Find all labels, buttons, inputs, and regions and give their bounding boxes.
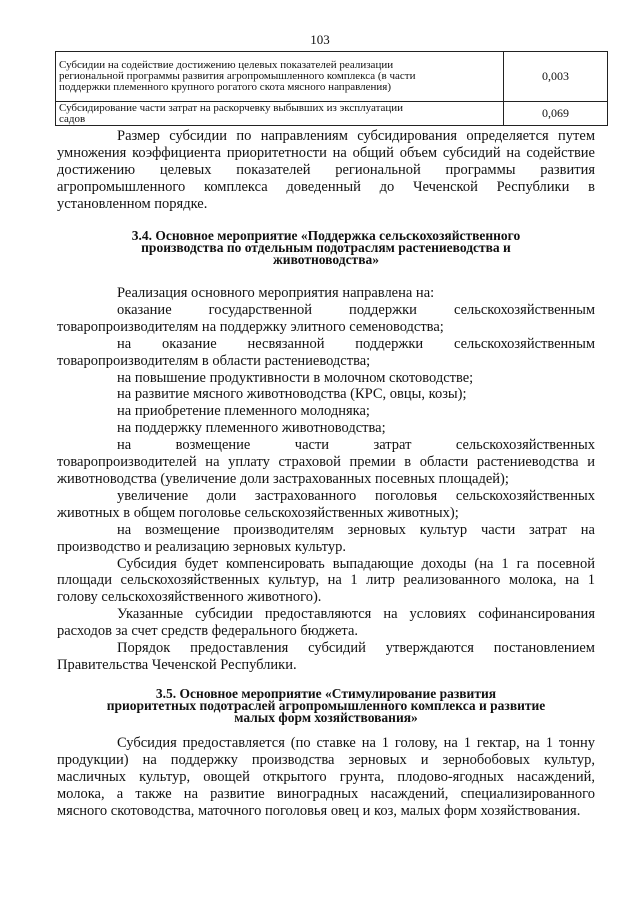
list-item-line: на возмещение производителям зерновых культур части затрат на bbox=[117, 521, 595, 538]
page-number: 103 bbox=[310, 32, 330, 47]
text-line: Реализация основного мероприятия направлена на: bbox=[117, 285, 435, 301]
table-cell-line: региональной программы развития агропромышленного комплекса (в части bbox=[59, 70, 416, 82]
table-row bbox=[56, 102, 608, 126]
text-line: Указанные субсидии предоставляются на условиях софинансирования bbox=[117, 606, 595, 623]
text-line: расходов за счет средств федерального бюджета. bbox=[57, 623, 359, 640]
text-line: Субсидия предоставляется (по ставке на 1 голову, на 1 гектар, на 1 тонну bbox=[117, 735, 595, 751]
paragraph-subsidy-size bbox=[57, 128, 595, 213]
table-cell-value: 0,003 bbox=[504, 52, 608, 102]
text-line: площади сельскохозяйственных культур, на 1 литр реализованного молока, на 1 bbox=[57, 572, 595, 589]
list-item-line: производство и реализацию зерновых культур. bbox=[57, 538, 346, 555]
table-row bbox=[56, 52, 608, 102]
table-cell-line: Субсидии на содействие достижению целевых показателей реализации bbox=[59, 59, 394, 71]
text-line: продукции) на поддержку производства зерновых и зернобобовых культур, bbox=[57, 751, 595, 768]
list-item-line: животноводства (увеличение доли застрахованных посевных площадей); bbox=[57, 470, 509, 487]
table-cell-description bbox=[56, 102, 504, 126]
list-item-line: увеличение доли застрахованного поголовья сельскохозяйственных bbox=[117, 487, 595, 504]
list-item-line: товаропроизводителям на поддержку элитного семеноводства; bbox=[57, 318, 444, 335]
section-3-5-body bbox=[57, 735, 595, 820]
list-item-line: на возмещение части затрат сельскохозяйственных bbox=[117, 437, 595, 454]
heading-line: производства по отдельным подотраслям растениеводства и bbox=[141, 240, 511, 255]
text-line: Размер субсидии по направлениям субсидирования определяется путем bbox=[117, 128, 595, 144]
table-cell-description bbox=[56, 52, 504, 102]
text-line: молока, а также на развитие виноградных насаждений, специализированного bbox=[57, 785, 595, 802]
list-item-line: животных в общем поголовье сельскохозяйственных животных); bbox=[57, 504, 459, 521]
heading-line: животноводства» bbox=[273, 252, 379, 267]
table-cell-line: поддержки племенного крупного рогатого скота мясного направления) bbox=[59, 81, 391, 93]
heading-line: приоритетных подотраслей агропромышленного комплекса и развитие bbox=[106, 698, 546, 713]
list-item-line: товаропроизводителям в области растениеводства; bbox=[57, 352, 371, 369]
section-3-4-body bbox=[57, 285, 595, 674]
list-item-line: на оказание несвязанной поддержки сельскохозяйственным bbox=[117, 335, 595, 352]
table-cell-line: Субсидирование части затрат на раскорчевку выбывших из эксплуатации bbox=[59, 101, 404, 114]
list-item-line: оказание государственной поддержки сельскохозяйственным bbox=[117, 301, 595, 318]
heading-line: 3.4. Основное мероприятие «Поддержка сельскохозяйственного bbox=[131, 228, 521, 243]
list-item-line: товаропроизводителей на уплату страховой премии в области растениеводства и bbox=[57, 454, 595, 471]
heading-line: 3.5. Основное мероприятие «Стимулирование развития bbox=[155, 686, 497, 701]
table-cell-line: садов bbox=[59, 112, 86, 125]
text-line: Порядок предоставления субсидий утверждаются постановлением bbox=[117, 640, 595, 657]
text-line: установленном порядке. bbox=[57, 195, 208, 212]
text-line: агропромышленного комплекса доведенный до Чеченской Республики в bbox=[57, 178, 595, 195]
list-item-line: на развитие мясного животноводства (КРС, овцы, козы); bbox=[117, 386, 467, 403]
text-line: умножения коэффициента приоритетности на общий объем субсидий на содействие bbox=[57, 144, 595, 161]
text-line: мясного скотоводства, маточного поголовья овец и коз, малых форм хозяйствования. bbox=[57, 802, 581, 819]
text-line: Субсидия будет компенсировать выпадающие доходы (на 1 га посевной bbox=[117, 555, 595, 572]
subsidy-table bbox=[55, 51, 608, 126]
table-cell-value: 0,069 bbox=[504, 102, 608, 126]
text-line: Правительства Чеченской Республики. bbox=[57, 656, 297, 673]
heading-line: малых форм хозяйствования» bbox=[234, 710, 418, 725]
text-line: голову сельскохозяйственного животного). bbox=[57, 589, 322, 606]
list-item-line: на поддержку племенного животноводства; bbox=[117, 420, 386, 437]
section-3-4-heading bbox=[57, 230, 595, 266]
section-3-5-heading bbox=[57, 688, 595, 724]
list-item-line: на приобретение племенного молодняка; bbox=[117, 403, 370, 420]
list-item-line: на повышение продуктивности в молочном скотоводстве; bbox=[117, 369, 474, 386]
text-line: масличных культур, овощей открытого грунта, плодово-ягодных насаждений, bbox=[57, 768, 595, 785]
text-line: достижению целевых показателей региональной программы развития bbox=[57, 161, 595, 178]
